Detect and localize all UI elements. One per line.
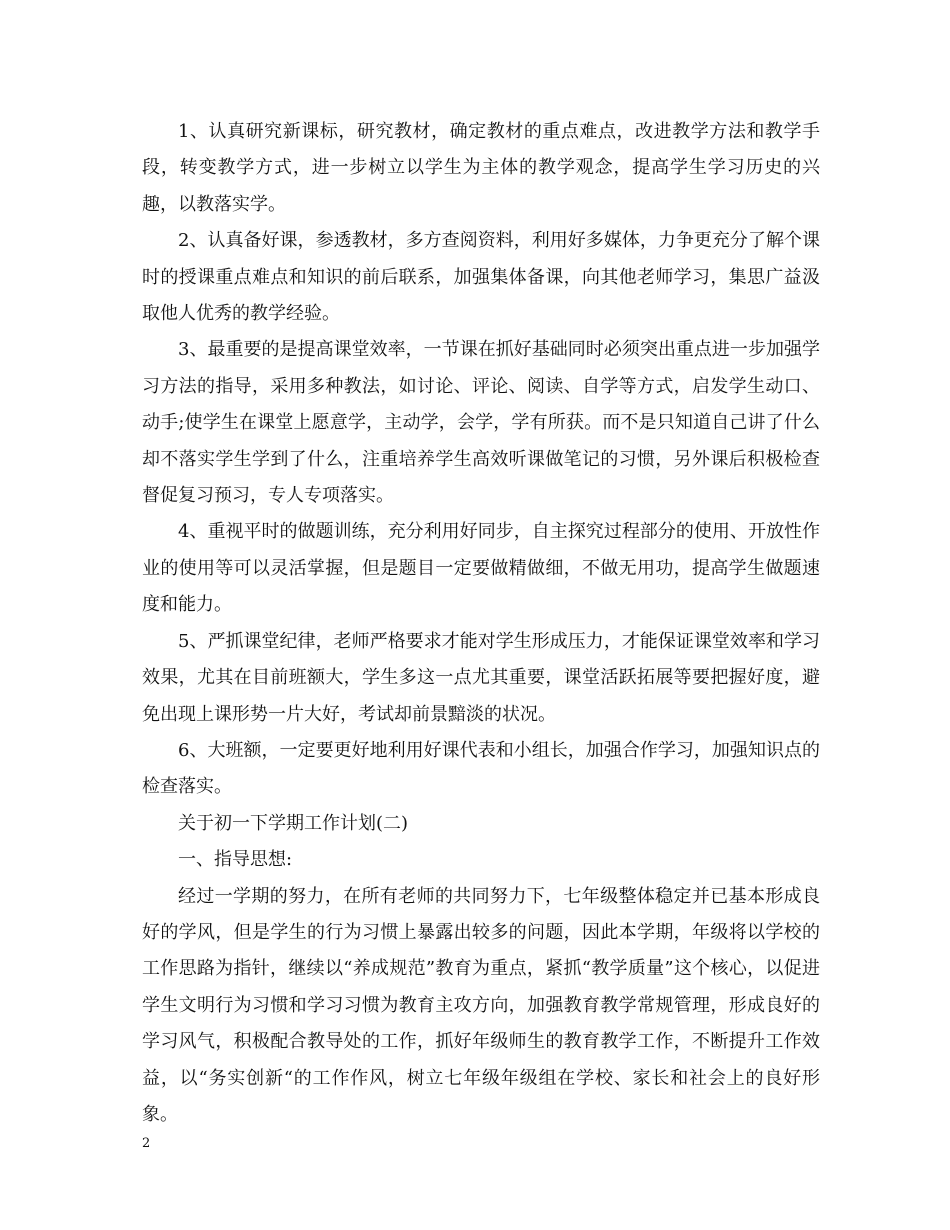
page-number: 2 [142,1136,151,1151]
paragraph-item-1: 1、认真研究新课标，研究教材，确定教材的重点难点，改进教学方法和教学手段，转变教学方式，进一步树立以学生为主体的教学观念，提高学生学习历史的兴趣，以教落实学。 [142,121,820,215]
document-body [142,114,820,1133]
guiding-paragraph: 经过一学期的努力，在所有老师的共同努力下，七年级整体稳定并已基本形成良好的学风，但是学生的行为习惯上暴露出较多的问题，因此本学期，年级将以学校的工作思路为指针，继续以“养成规范”教育为重点，紧抓“教学质量”这个核心，以促进学生文明行为习惯和学习习惯为教育主攻方向，加强教育教学常规管理，形成良好的学习风气，积极配合教导处的工作，抓好年级师生的教育教学工作，不断提升工作效益，以“务实创新“的工作作风，树立七年级年级组在学校、家长和社会上的良好形象。 [142,885,820,1125]
paragraph-item-2: 2、认真备好课，参透教材，多方查阅资料，利用好多媒体，力争更充分了解个课时的授课重点难点和知识的前后联系，加强集体备课，向其他老师学习，集思广益汲取他人优秀的教学经验。 [142,230,820,325]
paragraph-item-5: 5、严抓课堂纪律，老师严格要求才能对学生形成压力，才能保证课堂效率和学习效果，尤其在目前班额大，学生多这一点尤其重要，课堂活跃拓展等要把握好度，避免出现上课形势一片大好，考试却前景黯淡的状况。 [142,630,820,725]
paragraph-item-3: 3、最重要的是提高课堂效率，一节课在抓好基础同时必须突出重点进一步加强学习方法的指导，采用多种教法，如讨论、评论、阅读、自学等方式，启发学生动口、动手;使学生在课堂上愿意学，主动学，会学，学有所获。而不是只知道自己讲了什么却不落实学生学到了什么，注重培养学生高效听课做笔记的习惯，另外课后积极检查督促复习预习，专人专项落实。 [142,339,820,507]
paragraph-item-6: 6、大班额，一定要更好地利用好课代表和小组长，加强合作学习，加强知识点的检查落实。 [142,739,820,798]
paragraph-item-4: 4、重视平时的做题训练，充分利用好同步，自主探究过程部分的使用、开放性作业的使用等可以灵活掌握，但是题目一定要做精做细，不做无用功，提高学生做题速度和能力。 [142,521,820,616]
section-title: 关于初一下学期工作计划(二) [178,812,409,834]
section-heading: 一、指导思想: [178,849,293,871]
